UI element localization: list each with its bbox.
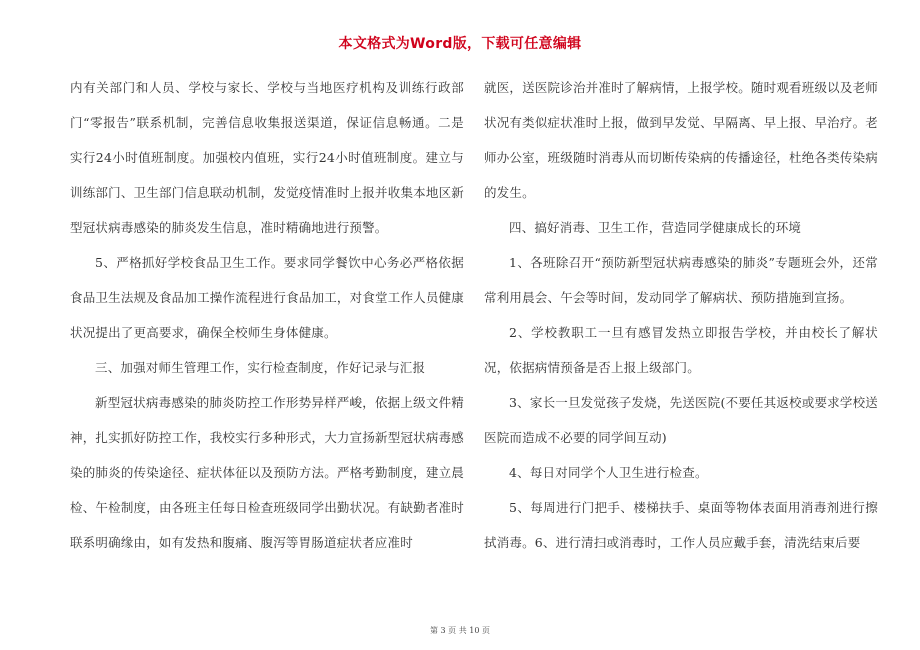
document-header-title: 本文格式为Word版，下载可任意编辑 bbox=[338, 36, 582, 52]
paragraph: 5、严格抓好学校食品卫生工作。要求同学餐饮中心务必严格依据食品卫生法规及食品加工操作流程进行食品加工，对食堂工作人员健康状况提出了更高要求，确保全校师生身体健康。 bbox=[70, 255, 464, 340]
paragraph: 4、每日对同学个人卫生进行检查。 bbox=[509, 465, 708, 480]
section-heading: 三、加强对师生管理工作，实行检查制度，作好记录与汇报 bbox=[95, 360, 426, 375]
paragraph: 新型冠状病毒感染的肺炎防控工作形势异样严峻，依据上级文件精神，扎实抓好防控工作，我校实行多种形式，大力宣扬新型冠状病毒感染的肺炎的传染途径、症状体征以及预防方法。严格考勤制度，建立晨检、午检制度，由各班主任每日检查班级同学出勤状况。有缺勤者准时联系明确缘由，如有发热和腹痛、腹泻等胃肠道症状者应准时 bbox=[70, 395, 464, 550]
paragraph: 3、家长一旦发觉孩子发烧，先送医院(不要任其返校或要求学校送医院而造成不必要的同学间互动) bbox=[484, 395, 878, 445]
page-number: 第 3 页 共 10 页 bbox=[430, 626, 490, 635]
paragraph: 就医，送医院诊治并准时了解病情，上报学校。随时观看班级以及老师状况有类似症状准时上报，做到早发觉、早隔离、早上报、早治疗。老师办公室，班级随时消毒从而切断传染病的传播途径，杜绝各类传染病的发生。 bbox=[484, 80, 878, 200]
left-text-column bbox=[70, 70, 464, 560]
paragraph: 2、学校教职工一旦有感冒发热立即报告学校，并由校长了解状况，依据病情预备是否上报上级部门。 bbox=[484, 325, 878, 375]
right-text-column bbox=[484, 70, 878, 560]
paragraph: 5、每周进行门把手、楼梯扶手、桌面等物体表面用消毒剂进行擦拭消毒。6、进行清扫或消毒时，工作人员应戴手套，清洗结束后要 bbox=[484, 500, 878, 550]
paragraph: 内有关部门和人员、学校与家长、学校与当地医疗机构及训练行政部门“零报告”联系机制，完善信息收集报送渠道，保证信息畅通。二是实行24小时值班制度。加强校内值班，实行24小时值班制度。建立与训练部门、卫生部门信息联动机制，发觉疫情准时上报并收集本地区新型冠状病毒感染的肺炎发生信息，准时精确地进行预警。 bbox=[70, 80, 464, 235]
section-heading: 四、搞好消毒、卫生工作，营造同学健康成长的环境 bbox=[509, 220, 802, 235]
paragraph: 1、各班除召开“预防新型冠状病毒感染的肺炎”专题班会外，还常常利用晨会、午会等时间，发动同学了解病状、预防措施到宣扬。 bbox=[484, 255, 878, 305]
